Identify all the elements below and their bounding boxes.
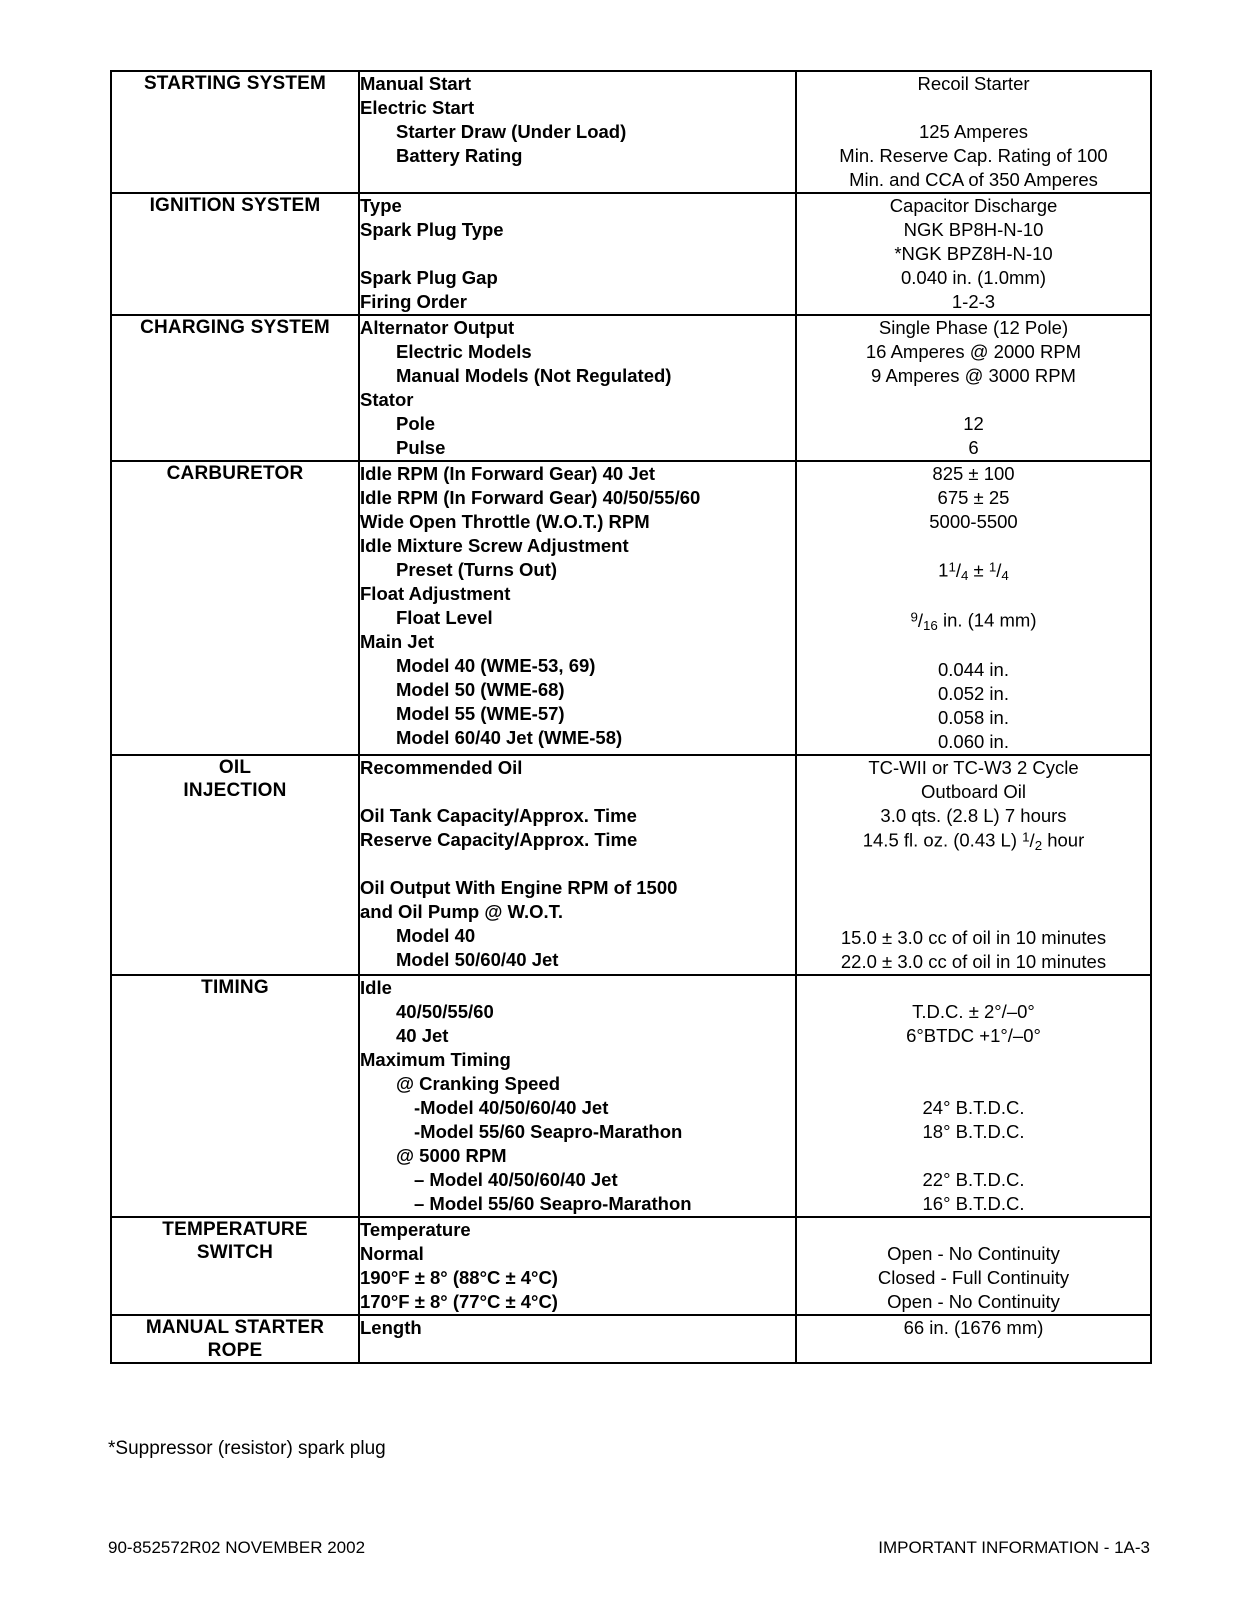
item-label-cell bbox=[359, 315, 796, 461]
value-cell bbox=[796, 975, 1151, 1217]
spec-value: $1^1/4 \pm ^1/4$ bbox=[938, 559, 1009, 583]
spec-value: NGK BP8H-N-10 bbox=[903, 219, 1044, 240]
item-spacer bbox=[360, 852, 795, 876]
spec-value: *NGK BPZ8H-N-10 bbox=[894, 243, 1053, 264]
value-spacer bbox=[797, 534, 1150, 558]
item-label: Temperature bbox=[360, 1219, 471, 1241]
spec-value: 0.058 in. bbox=[938, 707, 1009, 729]
item-label: and Oil Pump @ W.O.T. bbox=[360, 901, 564, 923]
spec-value: TC-WII or TC-W3 2 Cycle bbox=[868, 757, 1079, 779]
spec-value: 3.0 qts. (2.8 L) 7 hours bbox=[880, 805, 1067, 827]
table-row bbox=[111, 315, 1151, 461]
spec-value: 6°BTDC +1°/–0° bbox=[906, 1025, 1041, 1047]
item-label: @ 5000 RPM bbox=[396, 1145, 507, 1167]
item-label: Model 60/40 Jet (WME-58) bbox=[396, 727, 623, 748]
item-label: Oil Tank Capacity/Approx. Time bbox=[360, 805, 637, 827]
value-cell bbox=[796, 755, 1151, 975]
item-label: 190°F ± 8° (88°C ± 4°C) bbox=[360, 1267, 558, 1289]
item-label: – Model 40/50/60/40 Jet bbox=[414, 1169, 618, 1191]
system-name-line: ROPE bbox=[207, 1340, 263, 1362]
value-spacer bbox=[797, 1048, 1150, 1072]
spec-value: 16 Amperes @ 2000 RPM bbox=[865, 341, 1082, 362]
table-row bbox=[111, 755, 1151, 975]
system-name-cell bbox=[111, 975, 359, 1217]
item-label: Pole bbox=[396, 413, 436, 434]
item-label: Preset (Turns Out) bbox=[396, 559, 558, 580]
system-name-cell bbox=[111, 315, 359, 461]
spec-value: 9 Amperes @ 3000 RPM bbox=[871, 365, 1076, 386]
spec-value: 22° B.T.D.C. bbox=[922, 1169, 1025, 1191]
item-label-cell bbox=[359, 71, 796, 193]
table-row bbox=[111, 461, 1151, 755]
system-name-line: INJECTION bbox=[183, 780, 287, 802]
value-spacer bbox=[797, 388, 1150, 412]
table-row bbox=[111, 1217, 1151, 1315]
value-cell bbox=[796, 193, 1151, 315]
table-row bbox=[111, 975, 1151, 1217]
system-name-line: MANUAL STARTER bbox=[145, 1317, 325, 1339]
system-name-line: STARTING SYSTEM bbox=[143, 73, 327, 94]
item-label-cell bbox=[359, 975, 796, 1217]
spec-value: Recoil Starter bbox=[917, 73, 1030, 94]
spec-value: T.D.C. ± 2°/–0° bbox=[912, 1001, 1035, 1023]
spec-value: 15.0 ± 3.0 cc of oil in 10 minutes bbox=[840, 927, 1107, 949]
spec-value: 18° B.T.D.C. bbox=[922, 1121, 1025, 1143]
item-label: – Model 55/60 Seapro-Marathon bbox=[414, 1193, 692, 1215]
item-label: Electric Start bbox=[360, 97, 475, 118]
value-spacer bbox=[797, 854, 1150, 878]
spec-value: Min. Reserve Cap. Rating of 100 bbox=[839, 145, 1108, 166]
spec-value: Closed - Full Continuity bbox=[877, 1267, 1070, 1289]
item-label: Model 40 bbox=[396, 925, 476, 947]
item-label: Model 55 (WME-57) bbox=[396, 703, 565, 724]
spec-value: 14.5 fl. oz. (0.43 L) $^1$/2 hour bbox=[862, 829, 1085, 853]
spec-value: 125 Amperes bbox=[918, 121, 1028, 142]
spec-value: 12 bbox=[963, 413, 984, 434]
footer-section-page: IMPORTANT INFORMATION - 1A-3 bbox=[878, 1538, 1150, 1557]
spec-value: Capacitor Discharge bbox=[889, 195, 1058, 216]
spec-value: 16° B.T.D.C. bbox=[922, 1193, 1025, 1215]
table-row bbox=[111, 1315, 1151, 1363]
system-name-line: CARBURETOR bbox=[166, 463, 304, 484]
value-spacer bbox=[797, 96, 1150, 120]
spec-value: Min. and CCA of 350 Amperes bbox=[849, 169, 1098, 190]
item-label-cell bbox=[359, 1217, 796, 1315]
item-label: 40 Jet bbox=[396, 1025, 449, 1047]
item-label: -Model 55/60 Seapro-Marathon bbox=[414, 1121, 683, 1143]
spec-value: 1-2-3 bbox=[951, 291, 996, 312]
system-name-cell bbox=[111, 1217, 359, 1315]
spec-value: 5000-5500 bbox=[929, 511, 1018, 532]
value-cell bbox=[796, 315, 1151, 461]
spec-value: $^9$/16 in. (14 mm) bbox=[910, 609, 1037, 633]
value-spacer bbox=[797, 976, 1150, 1000]
footer-document-number: 90-852572R02 NOVEMBER 2002 bbox=[108, 1538, 366, 1557]
system-name-cell bbox=[111, 71, 359, 193]
item-label: Maximum Timing bbox=[360, 1049, 511, 1071]
value-spacer bbox=[797, 1144, 1150, 1168]
footnote-suppressor-spark-plug: *Suppressor (resistor) spark plug bbox=[108, 1438, 386, 1459]
item-label: Type bbox=[360, 195, 402, 216]
item-label: Firing Order bbox=[360, 291, 467, 312]
table-row bbox=[111, 193, 1151, 315]
value-spacer bbox=[797, 1072, 1150, 1096]
value-spacer bbox=[797, 902, 1150, 926]
value-spacer bbox=[797, 584, 1150, 608]
value-spacer bbox=[797, 634, 1150, 658]
item-label: 170°F ± 8° (77°C ± 4°C) bbox=[360, 1291, 558, 1313]
spec-value: Open - No Continuity bbox=[887, 1243, 1060, 1265]
item-label: Length bbox=[360, 1317, 422, 1339]
spec-value: 0.040 in. (1.0mm) bbox=[901, 267, 1046, 288]
item-label-cell bbox=[359, 461, 796, 755]
item-label-cell bbox=[359, 755, 796, 975]
spec-value: 66 in. (1676 mm) bbox=[903, 1317, 1044, 1339]
item-label: Model 50/60/40 Jet bbox=[396, 949, 559, 971]
item-label: Model 40 (WME-53, 69) bbox=[396, 655, 596, 676]
system-name-line: TIMING bbox=[201, 977, 269, 999]
spec-value: 22.0 ± 3.0 cc of oil in 10 minutes bbox=[840, 951, 1107, 973]
item-label: Manual Start bbox=[360, 73, 472, 94]
item-label: Pulse bbox=[396, 437, 446, 458]
item-label: Manual Models (Not Regulated) bbox=[396, 365, 672, 386]
item-label: Alternator Output bbox=[360, 317, 515, 338]
item-label: Spark Plug Type bbox=[360, 219, 504, 240]
spec-value: 24° B.T.D.C. bbox=[922, 1097, 1025, 1119]
spec-value: 675 ± 25 bbox=[937, 487, 1010, 508]
system-name-cell bbox=[111, 461, 359, 755]
item-label: Starter Draw (Under Load) bbox=[396, 121, 627, 142]
value-cell bbox=[796, 461, 1151, 755]
item-label: Wide Open Throttle (W.O.T.) RPM bbox=[360, 511, 650, 532]
system-name-cell bbox=[111, 1315, 359, 1363]
spec-value: 0.044 in. bbox=[938, 659, 1009, 681]
spec-value: Open - No Continuity bbox=[887, 1291, 1060, 1313]
item-label: Oil Output With Engine RPM of 1500 bbox=[360, 877, 678, 899]
item-label: Stator bbox=[360, 389, 414, 410]
item-label: Float Level bbox=[396, 607, 493, 628]
spec-value: 825 ± 100 bbox=[932, 463, 1015, 484]
system-name-line: CHARGING SYSTEM bbox=[140, 317, 330, 338]
item-label: @ Cranking Speed bbox=[396, 1073, 561, 1095]
specifications-table-body bbox=[111, 71, 1151, 1363]
item-label: Normal bbox=[360, 1243, 424, 1265]
item-spacer bbox=[360, 780, 795, 804]
system-name-line: SWITCH bbox=[196, 1242, 274, 1264]
system-name-line: IGNITION SYSTEM bbox=[149, 195, 321, 216]
item-label: Reserve Capacity/Approx. Time bbox=[360, 829, 638, 851]
spec-value: 0.052 in. bbox=[938, 683, 1009, 705]
item-label: Float Adjustment bbox=[360, 583, 511, 604]
table-row bbox=[111, 71, 1151, 193]
system-name-line: OIL bbox=[218, 757, 252, 779]
value-cell bbox=[796, 1217, 1151, 1315]
value-cell bbox=[796, 71, 1151, 193]
item-spacer bbox=[360, 242, 795, 266]
item-label: Main Jet bbox=[360, 631, 435, 652]
item-label: 40/50/55/60 bbox=[396, 1001, 494, 1023]
item-label: Battery Rating bbox=[396, 145, 523, 166]
item-label: Idle RPM (In Forward Gear) 40/50/55/60 bbox=[360, 487, 701, 508]
item-label-cell bbox=[359, 193, 796, 315]
specifications-table bbox=[110, 70, 1152, 1364]
item-label: Idle bbox=[360, 977, 392, 999]
value-spacer bbox=[797, 878, 1150, 902]
item-label: Idle Mixture Screw Adjustment bbox=[360, 535, 629, 556]
item-label: -Model 40/50/60/40 Jet bbox=[414, 1097, 609, 1119]
system-name-line: TEMPERATURE bbox=[162, 1219, 308, 1241]
spec-value: 0.060 in. bbox=[938, 731, 1009, 753]
item-label: Electric Models bbox=[396, 341, 532, 362]
value-cell bbox=[796, 1315, 1151, 1363]
item-label: Spark Plug Gap bbox=[360, 267, 498, 288]
item-label: Recommended Oil bbox=[360, 757, 523, 779]
value-spacer bbox=[797, 1218, 1150, 1242]
spec-value: Outboard Oil bbox=[921, 781, 1026, 803]
system-name-cell bbox=[111, 755, 359, 975]
item-label-cell bbox=[359, 1315, 796, 1363]
item-label: Model 50 (WME-68) bbox=[396, 679, 565, 700]
system-name-cell bbox=[111, 193, 359, 315]
spec-value: 6 bbox=[968, 437, 979, 458]
item-label: Idle RPM (In Forward Gear) 40 Jet bbox=[360, 463, 656, 484]
spec-value: Single Phase (12 Pole) bbox=[878, 317, 1069, 338]
